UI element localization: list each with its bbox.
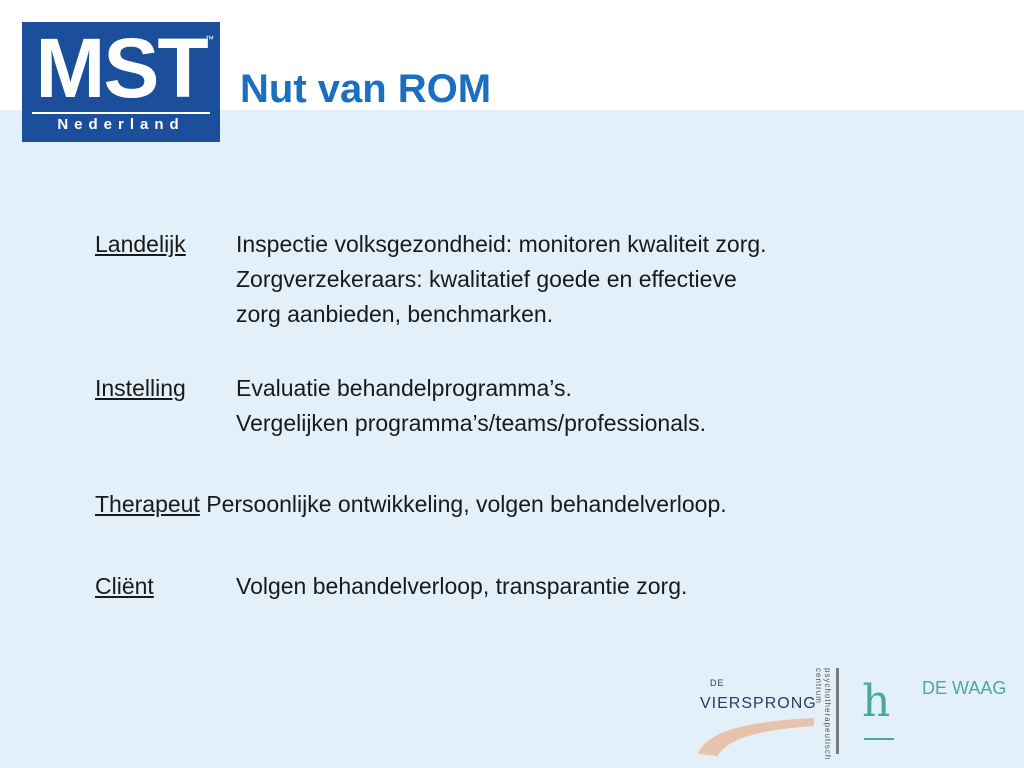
list-item-therapeut <box>95 487 727 522</box>
viersprong-logo <box>696 664 842 761</box>
de-waag-logo <box>862 676 1012 746</box>
item-description <box>236 371 706 441</box>
item-line: Evaluatie behandelprogramma’s. <box>236 375 572 401</box>
item-label: Cliënt <box>95 573 154 599</box>
item-label: Therapeut <box>95 491 200 517</box>
item-line: Vergelijken programma’s/teams/professionals. <box>236 410 707 436</box>
mst-logo-subband <box>32 112 210 136</box>
item-line: zorg aanbieden, benchmarken. <box>236 301 554 327</box>
mst-logo <box>22 22 220 142</box>
item-description <box>236 569 687 604</box>
item-line: Persoonlijke ontwikkeling, volgen behandelverloop. <box>206 491 727 517</box>
item-line: Inspectie volksgezondheid: monitoren kwaliteit zorg. <box>236 231 767 257</box>
viersprong-side-text: psychotherapeutisch centrum <box>814 668 832 761</box>
waag-name: DE WAAG <box>922 678 1007 698</box>
item-line: Volgen behandelverloop, transparantie zorg. <box>236 573 688 599</box>
mst-logo-subtitle: Nederland <box>57 116 185 133</box>
divider <box>836 668 839 754</box>
item-line: Zorgverzekeraars: kwalitatief goede en effectieve <box>236 266 737 292</box>
mst-logo-text: MST <box>35 21 207 115</box>
item-label: Landelijk <box>95 231 186 257</box>
viersprong-prefix: DE <box>710 678 725 688</box>
slide-title: Nut van ROM <box>240 67 492 111</box>
item-description <box>236 227 767 332</box>
viersprong-name: VIERSPRONG <box>700 695 817 712</box>
trademark-symbol: ™ <box>205 34 214 44</box>
divider <box>864 738 894 740</box>
item-label: Instelling <box>95 375 186 401</box>
waag-h-icon: h <box>862 676 891 727</box>
